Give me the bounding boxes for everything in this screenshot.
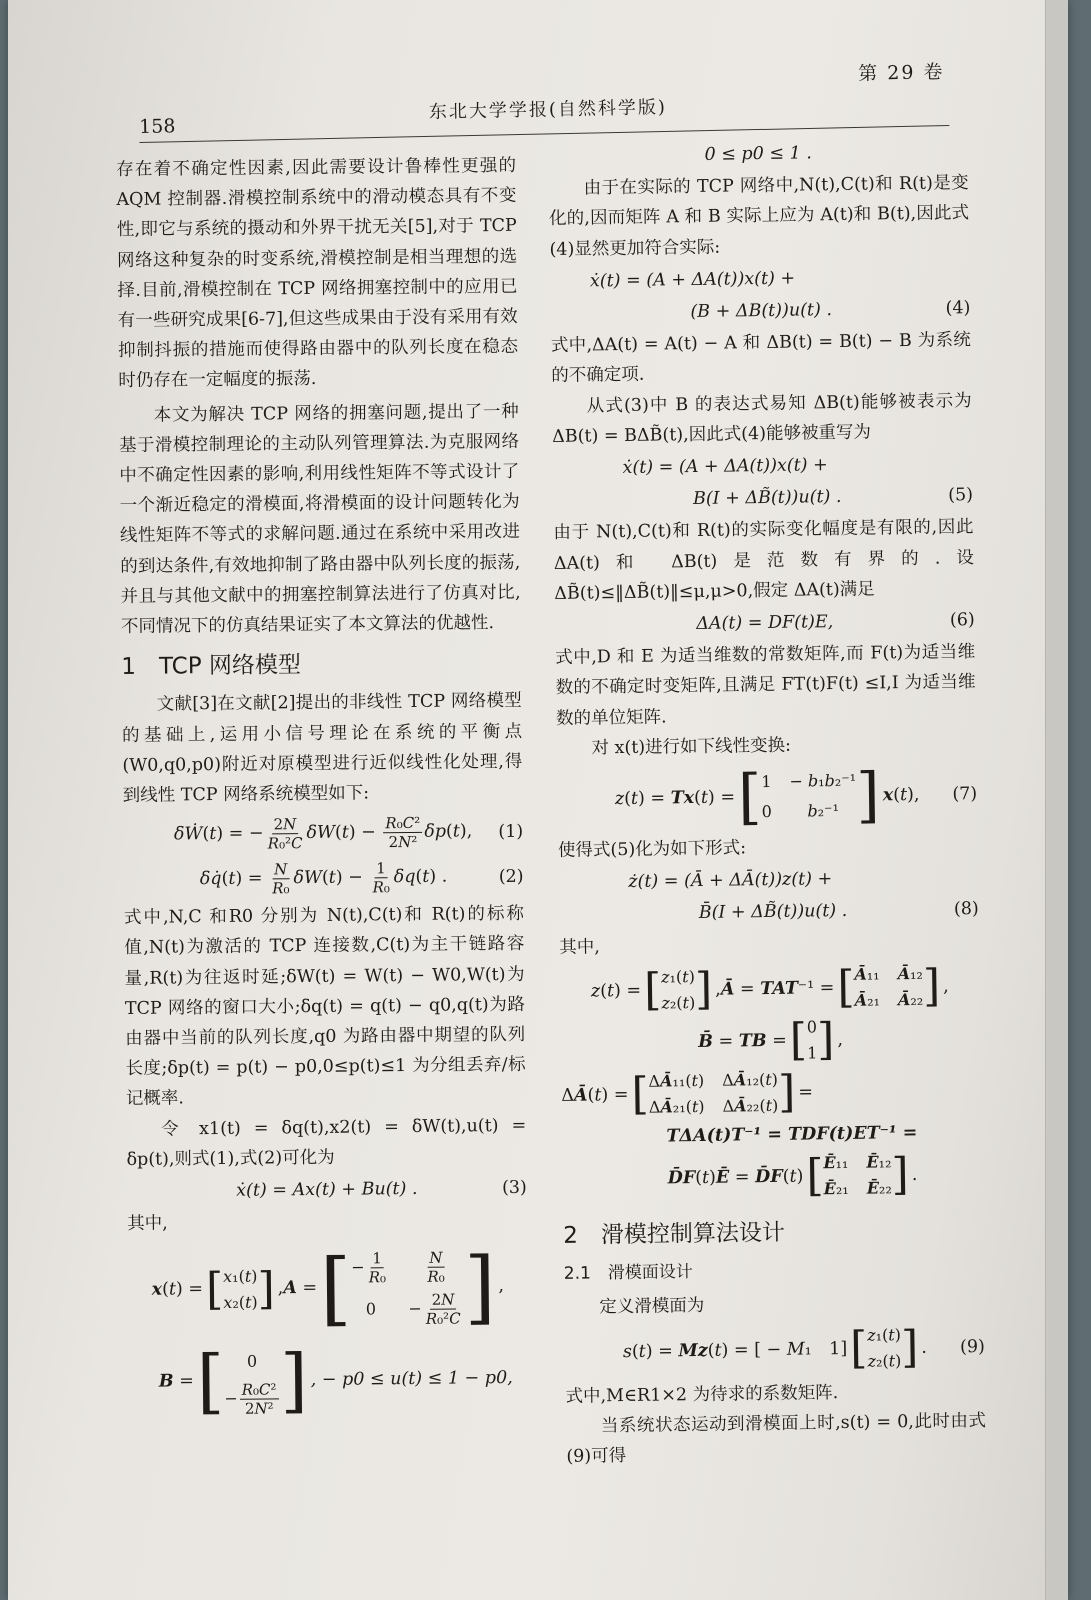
paragraph: 当系统状态运动到滑模面上时,s(t) = 0,此时由式(9)可得 bbox=[566, 1410, 987, 1467]
paragraph: 存在着不确定性因素,因此需要设计鲁棒性更强的 AQM 控制器.滑模控制系统中的滑动模态具有不变性,即它与系统的摄动和外界干扰无关[5],对于 TCP 网络这种复杂的时变系统,滑模控制是相当理想的选择.目前,滑模控制在 TCP 网络拥塞控制中的应用已有一些研究成果[6-7],但这些成果由于没有采用有效抑制抖振的措施而使得路由器中的队列长度在稳态时仍存在一定幅度的振荡. bbox=[116, 155, 519, 392]
equation-text: (B + ΔB(t))u(t) . bbox=[690, 300, 833, 323]
matrix-x-a: x(t) = [ x₁(t) x₂(t) ] ,A = [ − $\frac{1}{\text{R₀}}$ $\frac{N}{\text{R₀}}$ 0 − $\frac{2N}{\text{R₀²C}}$ ] , bbox=[151, 1239, 505, 1335]
equation-8-line2 bbox=[559, 895, 979, 931]
equation-6 bbox=[555, 605, 975, 641]
equation-2: δq̇(t) = $\frac{N}{\text{R₀}}$ δW(t) − $\frac{1}{\text{R₀}}$ δq(t) . (2) bbox=[199, 859, 524, 898]
equation-8-line1 bbox=[558, 862, 978, 898]
equation-7: z(t) = Tx(t) = [ 1 − b₁b₂⁻¹ 0 b₂⁻¹ ] x(t), (7) bbox=[614, 760, 978, 833]
journal-title: 东北大学学报(自然科学版) bbox=[428, 96, 668, 123]
b-constraint: , − p0 ≤ u(t) ≤ 1 − p0, bbox=[310, 1367, 513, 1390]
paragraph: 定义滑模面为 bbox=[599, 1296, 705, 1318]
equation-text: TΔA(t)T⁻¹ = TDF(t)ET⁻¹ = bbox=[666, 1122, 918, 1147]
paragraph: 式中,ΔA(t) = A(t) − A 和 ΔB(t) = B(t) − B 为系统的不确定项. bbox=[550, 330, 971, 387]
equation-number: (4) bbox=[945, 298, 971, 319]
equation-9: s(t) = Mz(t) = [ − M₁ 1] [ z₁(t) z₂(t) ] . (9) bbox=[622, 1321, 986, 1374]
equation-5-line2 bbox=[553, 480, 973, 516]
equation-3-text: ẋ(t) = Ax(t) + Bu(t) . bbox=[236, 1178, 418, 1201]
paragraph: 由于在实际的 TCP 网络中,N(t),C(t)和 R(t)是变化的,因而矩阵 A 和 B 实际上应为 A(t)和 B(t),因此式(4)显然更加符合实际: bbox=[548, 173, 970, 260]
next-page-edge bbox=[1045, 0, 1068, 1600]
matrix-delta-abar: ΔĀ(t) = [ ΔĀ₁₁(t) ΔĀ₁₂(t) ΔĀ₂₁(t) ΔĀ₂₂(t) ] = bbox=[561, 1066, 814, 1120]
equation-text: ΔA(t) = DF(t)E, bbox=[696, 612, 834, 635]
page-number: 158 bbox=[138, 115, 176, 138]
equation-number: (6) bbox=[949, 610, 975, 631]
paragraph: 文献[3]在文献[2]提出的非线性 TCP 网络模型的基础上,运用小信号理论在系统的平衡点(W0,q0,p0)附近对原模型进行近似线性化处理,得到线性 TCP 网络系统模型如下: bbox=[121, 691, 523, 807]
equation-number: (9) bbox=[959, 1336, 986, 1357]
equation-3 bbox=[127, 1173, 527, 1207]
equation-4-line1 bbox=[550, 261, 970, 297]
matrix-b: B = [ 0 − $\frac{\text{R₀C²}}{\text{2N²}}$ ] , − p0 ≤ u(t) ≤ 1 − p0, bbox=[158, 1339, 513, 1423]
paragraph: 对 x(t)进行如下线性变换: bbox=[591, 735, 792, 759]
paragraph: 式中,N,C 和R0 分别为 N(t),C(t)和 R(t)的标称值,N(t)为激活的 TCP 连接数,C(t)为主干链路容量,R(t)为往返时延;δW(t) = W(t) − W0,W(t)为 TCP 网络的窗口大小;δq(t) = q(t) − q0,q(t)为路由器中当前的队列长度,q0 为路由器中期望的队列长度;δp(t) = p(t) − p0,0≤p(t)≤1 为分组丢弃/标记概率. bbox=[123, 904, 526, 1110]
matrix-z-abar: z(t) = [ z₁(t) z₂(t) ] ,Ā = TAT⁻¹ = [ Ā₁₁ Ā₁₂ Ā₂₁ Ā₂₂ ] , bbox=[590, 960, 949, 1016]
equation-number: (1) bbox=[498, 821, 524, 842]
equation-1: δẆ(t) = − $\frac{2N}{\text{R₀²C}}$ δW(t) − $\frac{\text{R₀C²}}{\text{2N²}}$ δp(t), (1) bbox=[173, 814, 524, 853]
equation-text: ẋ(t) = (A + ΔA(t))x(t) + bbox=[622, 455, 828, 479]
equation-number: (8) bbox=[953, 899, 979, 920]
equation-4-line2 bbox=[550, 293, 970, 329]
equation-number: (5) bbox=[948, 485, 974, 506]
paragraph: 其中, bbox=[127, 1213, 168, 1235]
paragraph: 令 x1(t) = δq(t),x2(t) = δW(t),u(t) = δp(t),则式(1),式(2)可化为 bbox=[126, 1115, 527, 1170]
paragraph: 使得式(5)化为如下形式: bbox=[557, 838, 747, 861]
journal-page bbox=[8, 0, 1068, 1600]
section-heading: 1 TCP 网络模型 bbox=[121, 652, 302, 681]
volume-label: 第 29 卷 bbox=[857, 61, 945, 85]
paragraph: 式中,D 和 E 为适当维数的常数矩阵,而 F(t)为适当维数的不确定时变矩阵,且满足 FT(t)F(t) ≤I,I 为适当维数的单位矩阵. bbox=[555, 642, 976, 729]
paragraph: 式中,M∈R1×2 为待求的系数矩阵. bbox=[565, 1382, 839, 1407]
equation-text: B̄(I + ΔB̃(t))u(t) . bbox=[698, 901, 848, 924]
running-header bbox=[138, 55, 969, 138]
equation-text: B(I + ΔB̃(t))u(t) . bbox=[692, 487, 842, 510]
right-column bbox=[548, 134, 987, 1472]
paragraph: 其中, bbox=[559, 937, 600, 958]
equation-number: (2) bbox=[498, 866, 524, 887]
paragraph: 从式(3)中 B 的表达式易知 ΔB(t)能够被表示为 ΔB(t) = BΔB̃(t),因此式(4)能够被重写为 bbox=[552, 390, 972, 447]
subsection-heading: 2.1 滑模面设计 bbox=[563, 1262, 694, 1285]
paragraph: 本文为解决 TCP 网络的拥塞问题,提出了一种基于滑模控制理论的主动队列管理算法.为克服网络中不确定性因素的影响,利用线性矩阵不等式设计了一个渐近稳定的滑模面,将滑模面的设计问题转化为线性矩阵不等式的求解问题.通过在系统中采用改进的到达条件,有效地抑制了路由器中队列长度的振荡,并且与其他文献中的拥塞控制算法进行了仿真对比,不同情况下的仿真结果证实了本文算法的优越性. bbox=[118, 401, 521, 638]
equation-text: ż(t) = (Ā + ΔĀ(t))z(t) + bbox=[628, 869, 833, 893]
equation-number: (7) bbox=[952, 784, 978, 805]
equation-number: (3) bbox=[501, 1177, 527, 1199]
equation-dfe: D̄F(t)Ē = D̄F(t) [ Ē₁₁ Ē₁₂ Ē₂₁ Ē₂₂ ] . bbox=[667, 1149, 918, 1202]
equation-5-line1 bbox=[552, 448, 972, 484]
section-heading: 2 滑模控制算法设计 bbox=[563, 1219, 786, 1249]
equation-tdt bbox=[562, 1117, 982, 1153]
left-column bbox=[116, 151, 529, 1421]
equation-text: ẋ(t) = (A + ΔA(t))x(t) + bbox=[589, 268, 796, 292]
p0-constraint-text: 0 ≤ p0 ≤ 1 . bbox=[704, 143, 813, 165]
paragraph: 由于 N(t),C(t)和 R(t)的实际变化幅度是有限的,因此 ΔA(t)和 ΔB(t)是范数有界的.设 ΔB̃(t)≤‖ΔB̃(t)‖≤μ,μ>0,假定 ΔA(t)满足 bbox=[553, 517, 975, 604]
matrix-bbar: B̄ = TB = [ 0 1 ] , bbox=[698, 1013, 844, 1066]
p0-constraint bbox=[548, 136, 968, 172]
